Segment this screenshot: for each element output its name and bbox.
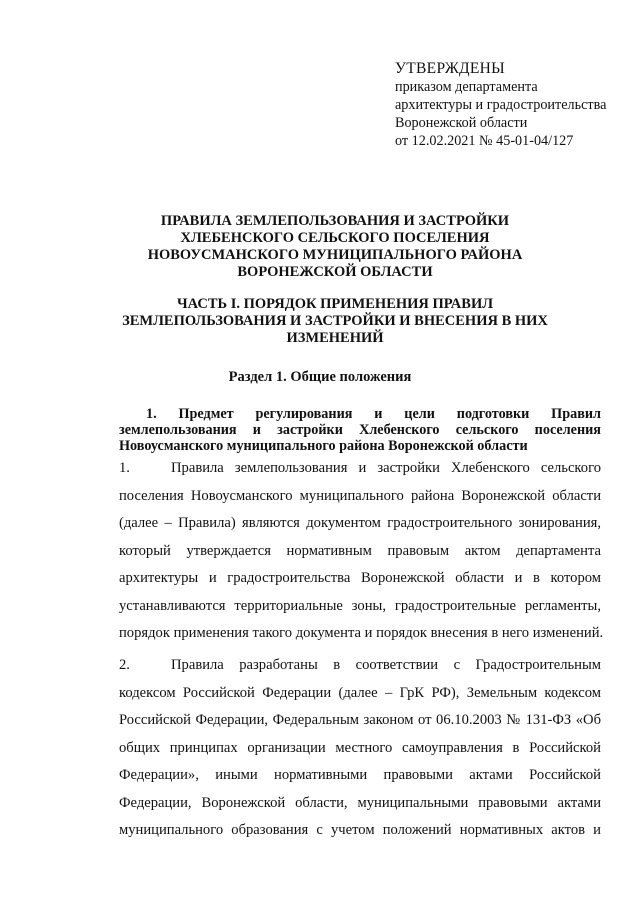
paragraph bbox=[119, 652, 601, 845]
article-heading-text: Предмет регулирования и цели подготовки Правил bbox=[178, 406, 602, 422]
article-heading bbox=[119, 406, 601, 454]
approval-date-line: от 12.02.2021 № 45-01-04/127 bbox=[395, 133, 574, 149]
article-heading-line bbox=[119, 406, 601, 422]
approval-line: архитектуры и градостроительства bbox=[395, 97, 607, 113]
article-number: 1. bbox=[146, 406, 157, 422]
approval-stamp bbox=[395, 60, 635, 150]
title-line: ХЛЕБЕНСКОГО СЕЛЬСКОГО ПОСЕЛЕНИЯ bbox=[180, 230, 490, 246]
approval-line: Воронежской области bbox=[395, 115, 528, 131]
paragraph-line: общих принципах организации местного самоуправления в Российской bbox=[119, 739, 601, 756]
article-heading-line: Новоусманского муниципального района Воронежской области bbox=[119, 438, 528, 454]
paragraph-number: 1. bbox=[119, 460, 130, 476]
paragraph-line: который утверждается нормативным правовым актом департамента bbox=[119, 542, 601, 559]
paragraph-line: (далее – Правила) являются документом градостроительного зонирования, bbox=[119, 515, 601, 531]
approval-line: приказом департамента bbox=[395, 79, 538, 95]
paragraph bbox=[119, 455, 604, 648]
paragraph-number: 2. bbox=[119, 657, 130, 673]
part-title bbox=[110, 296, 560, 347]
title-line: НОВОУСМАНСКОГО МУНИЦИПАЛЬНОГО РАЙОНА bbox=[147, 247, 523, 263]
part-title-line: ЗЕМЛЕПОЛЬЗОВАНИЯ И ЗАСТРОЙКИ И ВНЕСЕНИЯ В НИХ bbox=[122, 313, 548, 329]
paragraph-line: Федерации, Воронежской области, муниципальными правовыми актами bbox=[119, 794, 601, 811]
part-title-line: ЧАСТЬ I. ПОРЯДОК ПРИМЕНЕНИЯ ПРАВИЛ bbox=[176, 296, 494, 312]
paragraph-first-line-text: Правила землепользования и застройки Хлебенского сельского bbox=[171, 460, 601, 476]
part-title-line: ИЗМЕНЕНИЙ bbox=[286, 330, 384, 346]
document-title bbox=[100, 213, 570, 281]
article-heading-line: землепользования и застройки Хлебенского сельского поселения bbox=[119, 422, 601, 438]
section-title: Раздел 1. Общие положения bbox=[228, 369, 412, 385]
paragraph-first-line-text: Правила разработаны в соответствии с Градостроительным bbox=[171, 657, 601, 673]
paragraph-line bbox=[119, 652, 601, 680]
paragraph-line: порядок применения такого документа и порядок внесения в него изменений. bbox=[119, 625, 604, 641]
paragraph-line: устанавливаются территориальные зоны, градостроительные регламенты, bbox=[119, 597, 601, 614]
title-line: ВОРОНЕЖСКОЙ ОБЛАСТИ bbox=[237, 264, 433, 280]
paragraph-line: Федерации», иными нормативными правовыми актами Российской bbox=[119, 767, 601, 783]
paragraph-line: Российской Федерации, Федеральным законом от 06.10.2003 № 131-ФЗ «Об bbox=[119, 712, 601, 728]
paragraph-line: поселения Новоусманского муниципального района Воронежской области bbox=[119, 487, 601, 504]
approval-heading: УТВЕРЖДЕНЫ bbox=[395, 60, 505, 77]
paragraph-line: архитектуры и градостроительства Воронежской области и в котором bbox=[119, 570, 601, 586]
paragraph-line: кодексом Российской Федерации (далее – ГрК РФ), Земельным кодексом bbox=[119, 684, 601, 701]
title-line: ПРАВИЛА ЗЕМЛЕПОЛЬЗОВАНИЯ И ЗАСТРОЙКИ bbox=[160, 213, 510, 229]
paragraph-line bbox=[119, 455, 601, 483]
paragraph-line: муниципального образования с учетом положений нормативных актов и bbox=[119, 822, 601, 838]
